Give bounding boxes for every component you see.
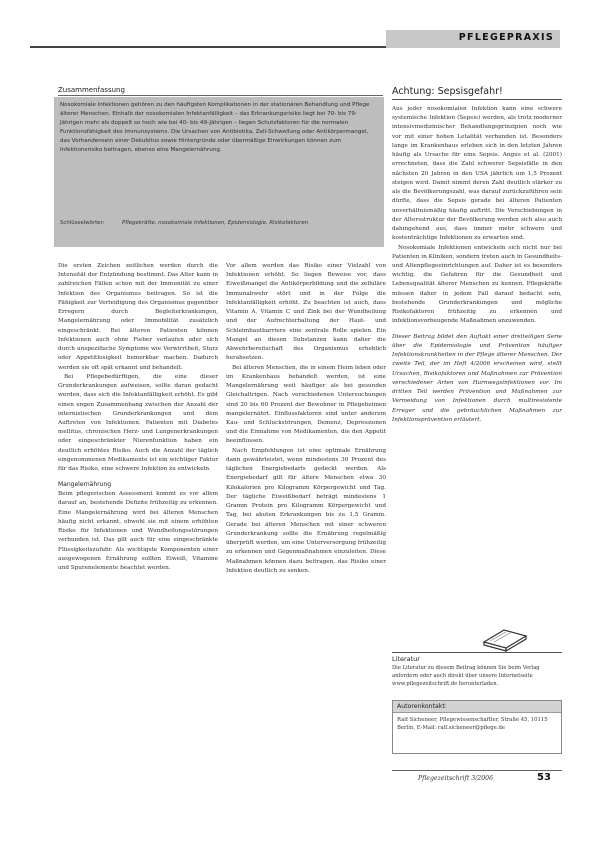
sidebar-paragraph: Aus jeder nosokomialen Infektion kann eine schwere systemische Infektion (Sepsis) werden, als trotz moderner intensivmedizinischer Behandlungsprinzipien noch wie vor mit einer hohen Letalität verbunden ist. Besonders lange im Krankenhaus erleben sich in den letzten Jahren häufig als Ursache für eine Sepsis. Angus et al. (2001) errechneten, dass die Zahl schwerer Sepsisfälle in den nächsten 20 Jahren in den USA jährlich um 1,5 Prozent steigen wird. Damit nimmt deren Zahl deutlich stärker zu als die Bevölkerungszahl, was darauf zurückzuführen sein dürfte, dass die Sepsis gerade bei älteren Patienten unverhältnismäßig häufig auftritt. Die Verschiebungen in der Altersstruktur der Bevölkerung werden sich also auch dahingehend aus, dass immer mehr schwere und kostenträchtige Infektionen zu erwarten sind. xyxy=(392,106,562,242)
literature-text: Die Literatur zu diesem Beitrag können Sie beim Verlag anfordern oder auch direkt über unsere Internetseite www.pflegezeitschrift.de herunterladen. xyxy=(392,665,540,688)
body-paragraph: Bei Pflegebedürftigen, die eine dieser Grunderkrankungen aufweisen, sollte daran gedacht werden, dass sich die Infektanfälligkeit erhöht. Es gibt einen engen Zusammenhang zwischen der Anzahl der internistischen Grunderkrankungen und dem Auftreten von Infektionen. Patienten mit Diabetes mellitus, chronischen Herz- und Lungenerkrankungen oder eingeschränkter Nierenfunktion haben ein deutlich erhöhtes Risiko. Auch die Anzahl der täglich eingenommenen Medikamente ist ein wichtiger Faktor für das Risiko, eine schwere Infektion zu entwickeln. xyxy=(58,373,218,473)
summary-heading: Zusammenfassung xyxy=(58,86,383,96)
summary-box xyxy=(54,97,384,247)
literature-box xyxy=(392,652,562,688)
body-paragraph: Beim pflegerischen Assessment kommt es vor allem darauf an, bestehende Defizite frühzeitig zu erkennen. Eine Mangelernährung wird bei älteren Menschen häufig nicht erkannt, obwohl sie mit einem erhöhten Risiko für Infektionen und Wundheilungsstörungen verbunden ist. Das gilt auch für eine eingeschränkte Flüssigkeitszufuhr. Als wichtigste Komponenten einer ausgewogenen Ernährung sollten Eiweiß, Vitamine und Spurenelemente beachtet werden. xyxy=(58,491,218,571)
author-contact-title: Autorenkontakt: xyxy=(393,701,561,713)
book-icon xyxy=(480,620,530,652)
sidebar-heading: Achtung: Sepsisgefahr! xyxy=(392,86,562,100)
keywords-label: Schlüsselwörter: xyxy=(60,220,105,226)
page-number: 53 xyxy=(537,772,551,783)
sidebar-paragraph: Nosokomiale Infektionen entwickeln sich nicht nur bei Patienten in Kliniken, sondern treten auch in Gesundheits- und Altenpflegeeinrichtungen auf. Daher ist es besonders wichtig, die Gefahren für die Gesundheit und Lebensqualität älterer Menschen zu kennen. Pflegekräfte müssen daher in jedem Fall darauf bedacht sein, bestehende Grunderkrankungen und mögliche Risikofaktoren frühzeitig zu erkennen und infektionsvorbeugende Maßnahmen anzuwenden. xyxy=(392,244,562,325)
header-rule xyxy=(30,30,386,48)
body-column-1 xyxy=(58,262,218,792)
section-label: PFLEGEPRAXIS xyxy=(458,32,554,43)
body-paragraph: Vor allem werden das Risiko einer Vielzahl von Infektionen erhöht. So liegen Beweise vor, dass Eiweißmangel die Antikörperbildung und die zelluläre Immunabwehr stört und in der Folge die Infektanfälligkeit erhöht. Zu beachten ist auch, dass Vitamin A, Vitamin C und Zink bei der Wundheilung und der Aufrechterhaltung der Haut- und Schleimhautbarriere eine zentrale Rolle spielen. Ein Mangel an diesen Substanzen kann daher die Abwehrbereitschaft des Organismus erheblich herabsetzen. xyxy=(226,263,386,362)
keywords-row xyxy=(60,219,378,227)
subheading-mangelernaehrung: Mangelernährung xyxy=(58,481,112,489)
sidebar-column xyxy=(392,105,562,620)
body-paragraph: Nach Empfehlungen ist eine optimale Ernährung dann gewährleistet, wenn mindestens 30 Prozent des täglichen Energiebedarfs gedeckt werden. Als Energiebedarf gilt für ältere Menschen etwa 30 Kilokalorien pro Kilogramm Körpergewicht und Tag. Der tägliche Eiweißbedarf beträgt mindestens 1 Gramm Protein pro Kilogramm Körpergewicht und Tag, bei akuten Erkrankungen bis zu 1,5 Gramm. Gerade bei älteren Menschen mit einer schweren Grunderkrankung sollte die Ernährung regelmäßig überprüft werden, um eine Unterversorgung frühzeitig zu erkennen und Gegenmaßnahmen einzuleiten. Diese Maßnahmen können dazu beitragen, das Risiko einer Infektion deutlich zu senken. xyxy=(226,447,386,574)
literature-title: Literatur xyxy=(392,655,420,663)
body-column-2 xyxy=(226,262,386,792)
body-paragraph: Bei älteren Menschen, die in einem Heim leben oder im Krankenhaus behandelt werden, ist eine Mangelernährung weit häufiger als bei gesunden Gleichaltrigen. Nach verschiedenen Untersuchungen sind 20 bis 60 Prozent der Bewohner in Pflegeheimen mangelernährt. Einflussfaktoren sind unter anderem Kau- und Schluckstörungen, Demenz, Depressionen und die Einnahme von Medikamenten, die den Appetit beeinflussen. xyxy=(226,364,386,445)
footer-rule xyxy=(392,770,562,771)
author-contact-text: Ralf Sicheneer, Pflegewissenschaftler, Straße 45, 10115 Berlin, E-Mail: ralf.sicheneer@pflege.de xyxy=(397,717,548,732)
keywords-list: Pflegekräfte, nosokomiale Infektionen, Epidemiologie, Risikofaktoren xyxy=(122,220,309,226)
summary-text: Nosokomiale Infektionen gehören zu den häufigsten Komplikationen in der stationären Behandlung und Pflege älterer Menschen. Einhalb der nosokomialen Infektanfälligkeit – das Erkrankungsrisiko liegt bei 70- bis 79-Jährigen mehr als doppelt so hoch wie bei 40- bis 49-Jährigen – liegen Schutzfaktoren für die normalen Funktionsfähigkeit des Immunsystems. Die Ursachen von Antibiotika, Zell-Schwellung oder Antikörpermangel, das Vorhandensein einer Dekubitus sowie Hintergründe oder übermäßige Einwirkungen können zum Infektionsrisiko beitragen, ebenso eine Mangelernährung. xyxy=(60,102,370,154)
body-paragraph: Die ersten Zeichen zeitlichen werden durch die Intensität der Entzündung bestimmt. Das Alter kann in zahlreichen Fällen schon mit der Immunität zu einer Infektion des Organismus beitragen. So ist die Fähigkeit zur Verteidigung des Organismus gegenüber Erregern durch Begleiterkrankungen, Mangelernährung oder Immobilität zusätzlich eingeschränkt. Bei älteren Patienten können Infektionen auch ohne Fieber verlaufen oder sich durch unspezifische Symptome wie Verwirrtheit, Sturz oder Appetitlosigkeit bemerkbar machen. Dadurch werden sie oft spät erkannt und behandelt. xyxy=(58,263,218,371)
series-note: Dieser Beitrag bildet den Auftakt einer dreiteiligen Serie über die Epidemiologie und Prävention häufiger Infektionskrankheiten in der Pflege älterer Menschen. Der zweite Teil, der im Heft 4/2006 erscheinen wird, stellt Ursachen, Risikofaktoren und Maßnahmen zur Prävention verschiedener Arten von Harnwegsinfektionen vor. Im dritten Teil werden Prävention und Maßnahmen zur Vermeidung von Infektionen durch multiresistente Erreger und die gebräuchlichen Maßnahmen zur Infektionsprävention erläutert. xyxy=(392,333,562,423)
author-contact-box xyxy=(392,700,562,754)
header-section-band xyxy=(386,30,560,48)
footer-journal: Pflegezeitschrift 3/2006 xyxy=(418,775,494,782)
page-header xyxy=(30,30,560,48)
